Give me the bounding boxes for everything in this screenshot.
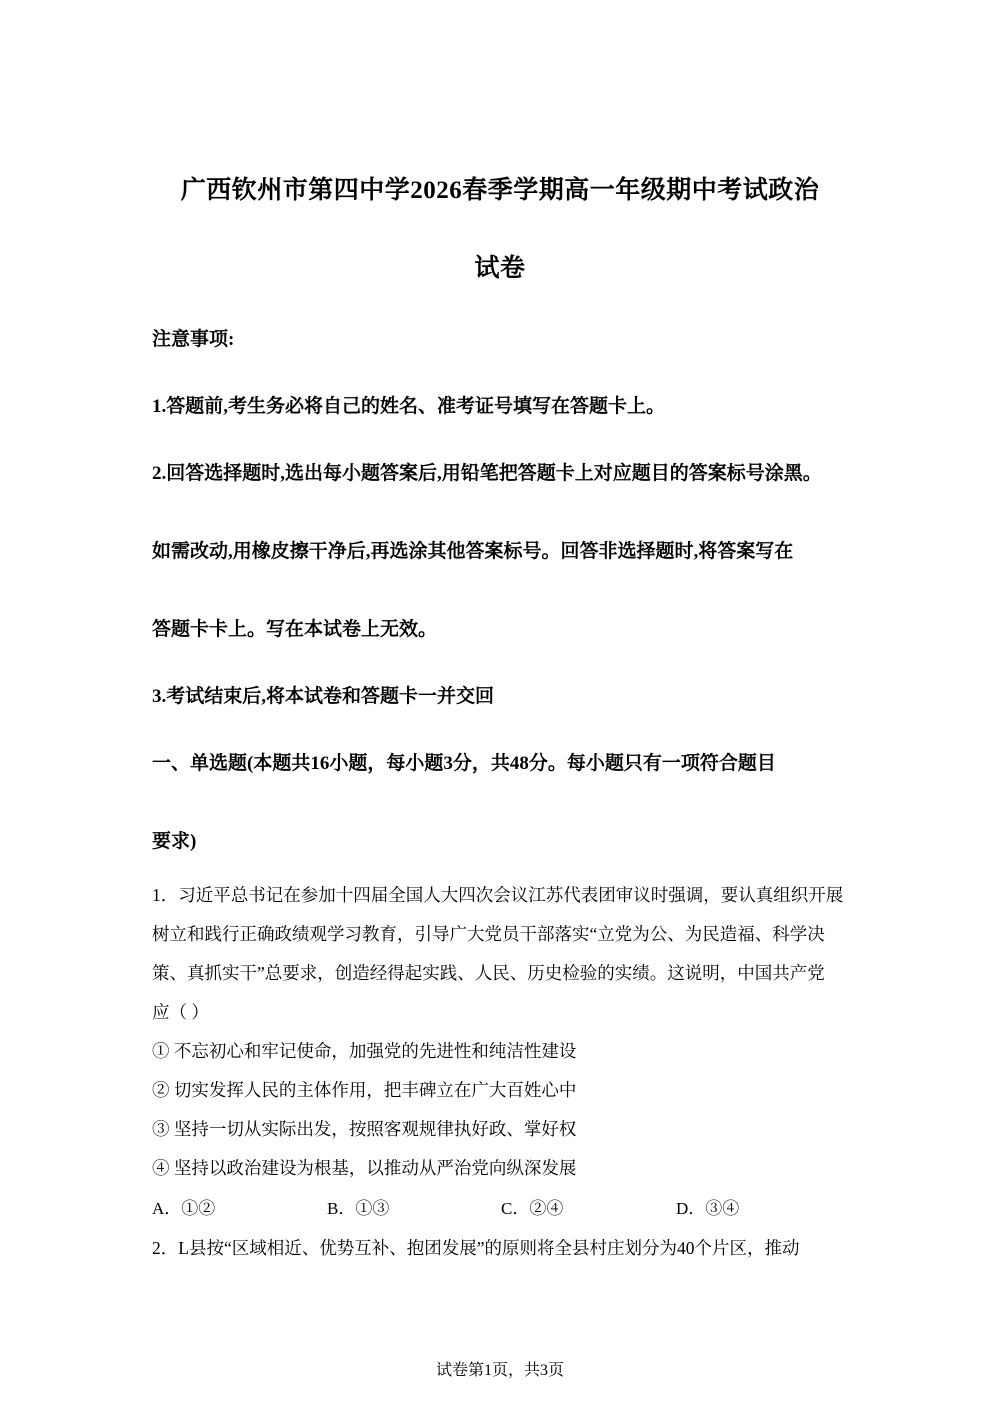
exam-title-continued: 试卷 xyxy=(474,255,526,282)
question-1-option-b: B．①③ xyxy=(327,1199,390,1218)
question-1-statement-2: ② 切实发挥人民的主体作用，把丰碑立在广大百姓心中 xyxy=(152,1080,577,1100)
notice-item-2-cont2: 答题卡卡上。写在本试卷上无效。 xyxy=(152,619,438,640)
question-1-stem-3: 策、真抓实干”总要求，创造经得起实践、人民、历史检验的实绩。这说明，中国共产党 xyxy=(152,963,825,983)
section-heading: 一、单选题(本题共16小题，每小题3分，共48分。每小题只有一项符合题目 xyxy=(152,753,776,774)
notice-item-2-cont: 如需改动,用橡皮擦干净后,再选涂其他答案标号。回答非选择题时,将答案写在 xyxy=(152,541,794,562)
question-1-option-c: C．②④ xyxy=(501,1199,564,1218)
notice-item-2: 2.回答选择题时,选出每小题答案后,用铅笔把答题卡上对应题目的答案标号涂黑。 xyxy=(152,463,822,484)
exam-title: 广西钦州市第四中学2026春季学期高一年级期中考试政治 xyxy=(180,177,820,204)
notice-heading: 注意事项: xyxy=(152,329,235,350)
question-1-stem-4: 应（ ） xyxy=(152,1002,209,1022)
notice-item-1: 1.答题前,考生务必将自己的姓名、准考证号填写在答题卡上。 xyxy=(152,396,666,417)
question-2-stem: 2．L县按“区域相近、优势互补、抱团发展”的原则将全县村庄划分为40个片区，推动 xyxy=(152,1238,800,1258)
question-1-stem: 1．习近平总书记在参加十四届全国人大四次会议江苏代表团审议时强调，要认真组织开展 xyxy=(152,885,844,905)
question-1-statement-4: ④ 坚持以政治建设为根基，以推动从严治党向纵深发展 xyxy=(152,1158,577,1178)
question-1-option-d: D．③④ xyxy=(676,1199,740,1218)
notice-item-3: 3.考试结束后,将本试卷和答题卡一并交回 xyxy=(152,686,495,707)
question-1-option-a: A．①② xyxy=(152,1199,216,1218)
question-1-statement-3: ③ 坚持一切从实际出发，按照客观规律执好政、掌好权 xyxy=(152,1119,577,1139)
section-heading-cont: 要求) xyxy=(152,831,197,852)
question-1-statement-1: ① 不忘初心和牢记使命，加强党的先进性和纯洁性建设 xyxy=(152,1041,577,1061)
page-footer: 试卷第1页，共3页 xyxy=(435,1362,564,1379)
question-1-stem-2: 树立和践行正确政绩观学习教育，引导广大党员干部落实“立党为公、为民造福、科学决 xyxy=(152,924,825,944)
